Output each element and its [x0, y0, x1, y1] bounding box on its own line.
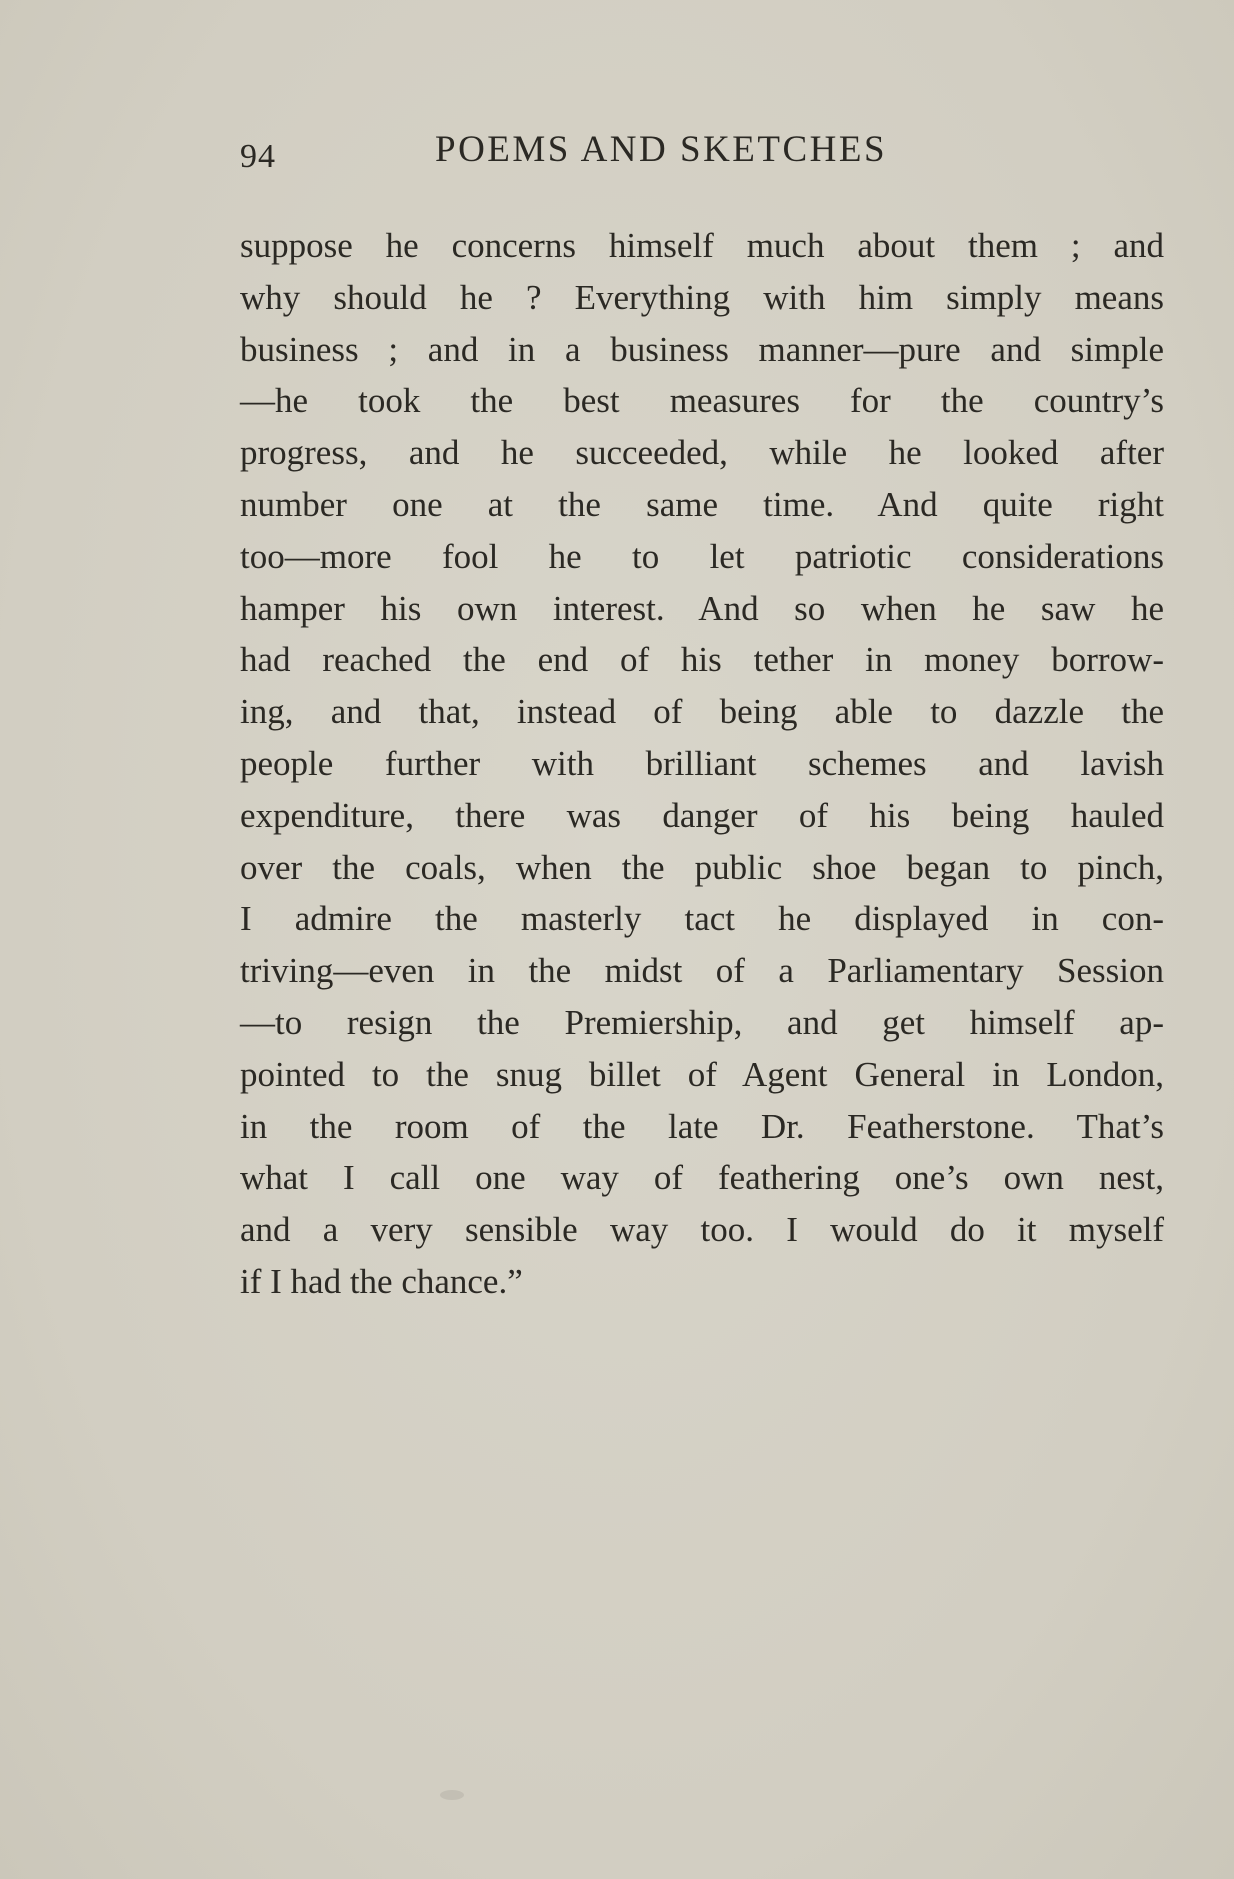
text-line: over the coals, when the public shoe began to pinch,: [240, 847, 1164, 887]
text-line: progress, and he succeeded, while he looked after: [240, 433, 1164, 473]
text-line: business ; and in a business manner—pure and simple: [240, 329, 1164, 369]
text-line: hamper his own interest. And so when he saw he: [240, 588, 1164, 628]
text-line: triving—even in the midst of a Parliamentary Session: [240, 951, 1164, 991]
text-line: why should he ? Everything with him simply means: [240, 277, 1164, 317]
text-line: expenditure, there was danger of his being hauled: [240, 795, 1164, 835]
text-line: and a very sensible way too. I would do it myself: [240, 1210, 1164, 1250]
running-title: POEMS AND SKETCHES: [435, 129, 888, 170]
text-line: pointed to the snug billet of Agent General in London,: [240, 1054, 1164, 1094]
paper-smudge: [440, 1790, 464, 1800]
page-number: 94: [240, 138, 276, 175]
text-line: suppose he concerns himself much about them ; and: [240, 226, 1164, 265]
text-line: —he took the best measures for the country’s: [240, 381, 1164, 421]
text-line: people further with brilliant schemes and lavish: [240, 743, 1164, 783]
text-line: what I call one way of feathering one’s own nest,: [240, 1158, 1164, 1198]
text-line: —to resign the Premiership, and get himself ap-: [240, 1002, 1164, 1042]
text-line: in the room of the late Dr. Featherstone. That’s: [240, 1106, 1164, 1146]
text-line: if I had the chance.”: [240, 1261, 523, 1301]
body-text: [240, 220, 1164, 1308]
text-line: number one at the same time. And quite right: [240, 484, 1164, 524]
text-line: had reached the end of his tether in money borrow-: [240, 640, 1164, 680]
running-head: [240, 128, 975, 178]
text-line: ing, and that, instead of being able to dazzle the: [240, 692, 1164, 732]
text-line: I admire the masterly tact he displayed in con-: [240, 899, 1164, 939]
text-line: too—more fool he to let patriotic considerations: [240, 536, 1164, 576]
